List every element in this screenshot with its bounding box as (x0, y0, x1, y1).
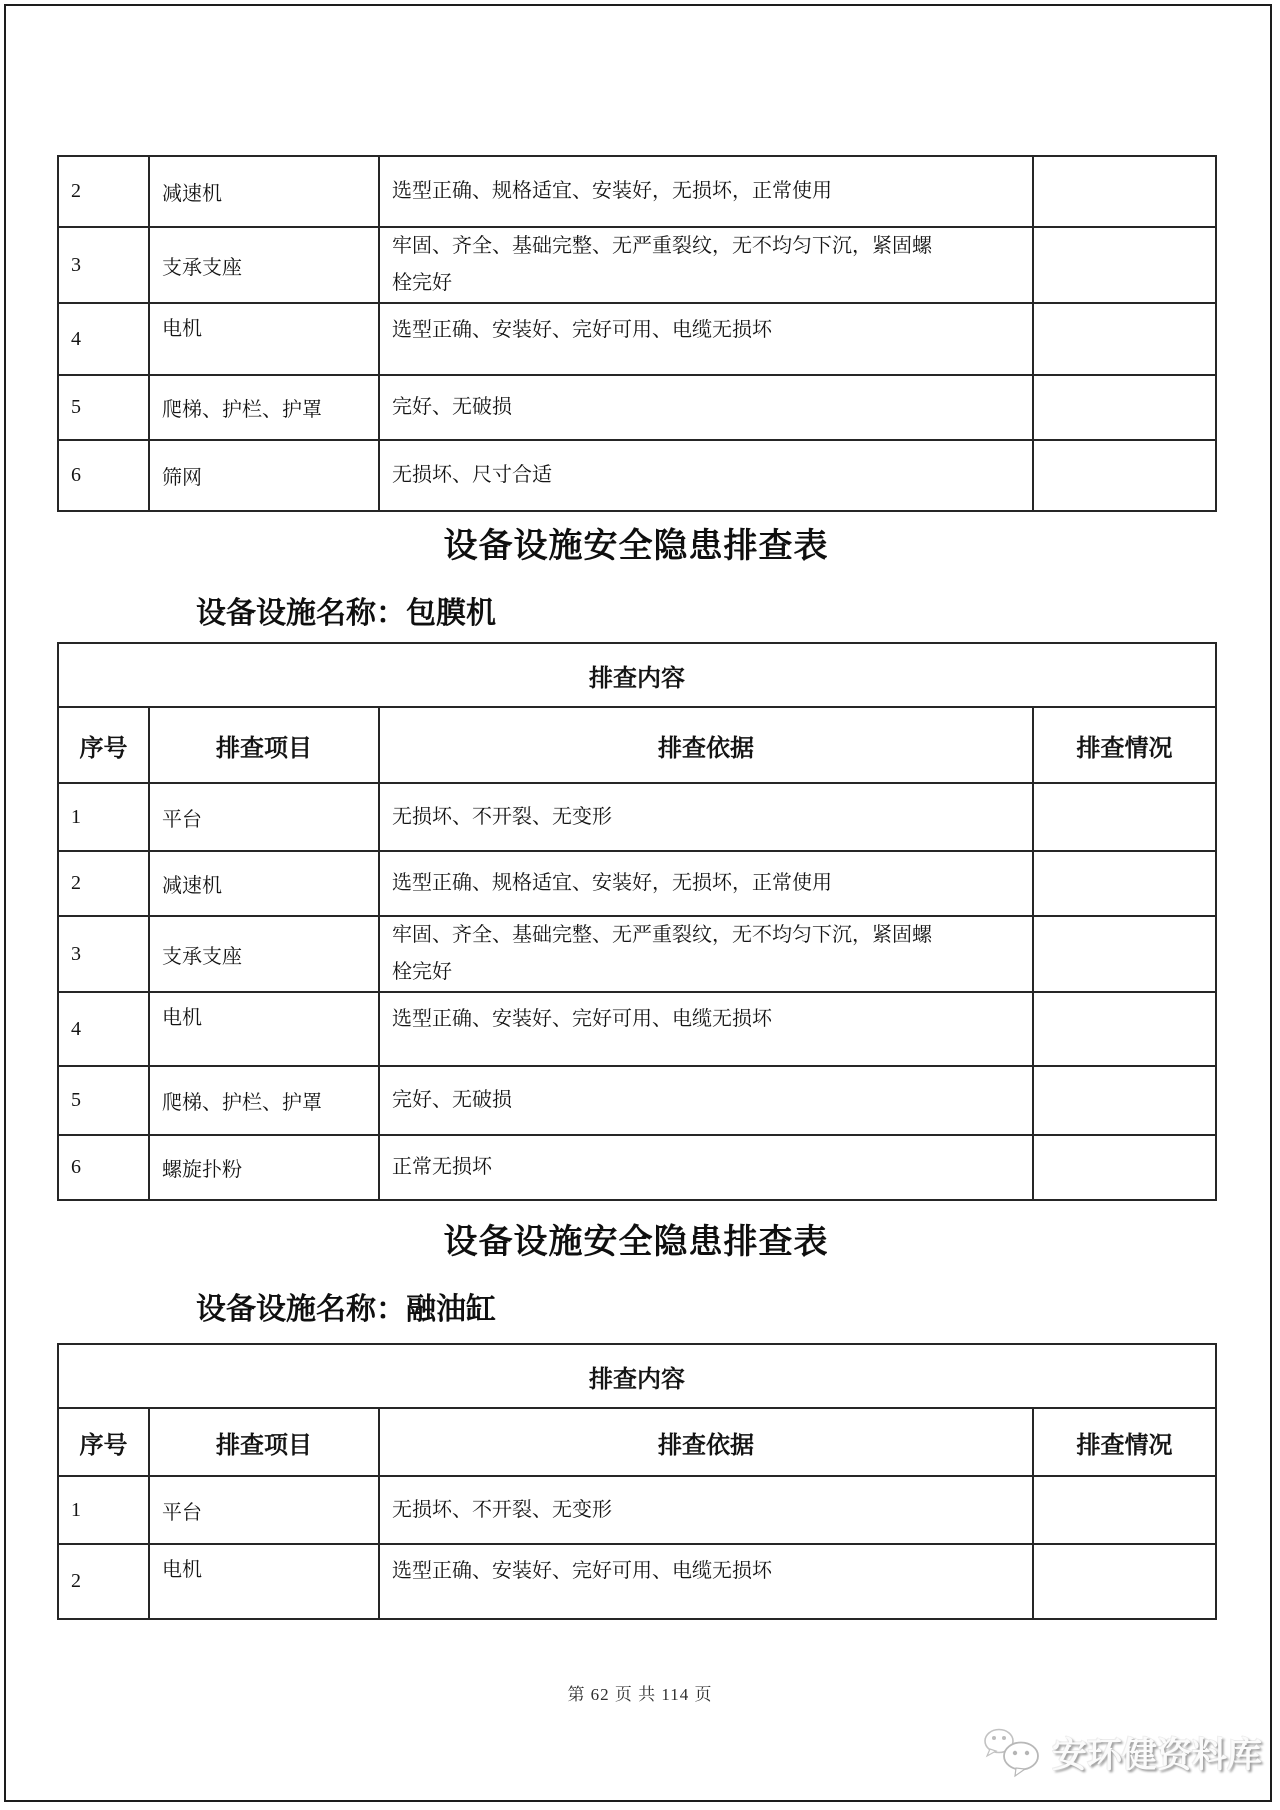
basis-text: 完好、无破损 (392, 396, 512, 418)
status-cell (1033, 992, 1216, 1066)
item-cell: 平台 (149, 783, 379, 851)
inspection-table-continuation (57, 155, 1217, 512)
serial-cell: 3 (58, 227, 149, 303)
item-cell: 电机 (149, 1544, 379, 1619)
column-header-item: 排查项目 (149, 1408, 379, 1476)
basis-text: 牢固、齐全、基础完整、无严重裂纹，无不均匀下沉，紧固螺栓完好 (392, 924, 932, 983)
table-row (58, 992, 1216, 1066)
column-header-basis: 排查依据 (379, 1408, 1033, 1476)
basis-cell (379, 1476, 1033, 1544)
basis-cell (379, 1544, 1033, 1619)
serial-cell: 6 (58, 1135, 149, 1200)
item-cell: 减速机 (149, 851, 379, 916)
table-row (58, 156, 1216, 227)
status-cell (1033, 375, 1216, 440)
item-cell: 筛网 (149, 440, 379, 511)
table-row (58, 1476, 1216, 1544)
basis-text: 无损坏、不开裂、无变形 (392, 1498, 612, 1521)
table-header-row (58, 1408, 1216, 1476)
status-cell (1033, 851, 1216, 916)
serial-cell: 2 (58, 156, 149, 227)
status-cell (1033, 1135, 1216, 1200)
table-title: 设备设施安全隐患排查表 (443, 528, 829, 565)
table-header-row (58, 707, 1216, 783)
table-title: 设备设施安全隐患排查表 (443, 1224, 829, 1261)
serial-cell: 5 (58, 1066, 149, 1135)
table-row (58, 1544, 1216, 1619)
item-cell: 支承支座 (149, 227, 379, 303)
basis-text: 选型正确、规格适宜、安装好，无损坏，正常使用 (392, 180, 832, 202)
inspection-table-rongyougang (57, 1343, 1217, 1620)
status-cell (1033, 783, 1216, 851)
basis-text: 选型正确、安装好、完好可用、电缆无损坏 (392, 319, 772, 341)
table-header-row (58, 643, 1216, 707)
table-row (58, 783, 1216, 851)
basis-cell (379, 1066, 1033, 1135)
table-row (58, 227, 1216, 303)
serial-cell: 3 (58, 916, 149, 992)
column-header-status: 排查情况 (1033, 707, 1216, 783)
table-header-row (58, 1344, 1216, 1408)
serial-cell: 1 (58, 1476, 149, 1544)
basis-cell (379, 156, 1033, 227)
status-cell (1033, 440, 1216, 511)
serial-cell: 4 (58, 992, 149, 1066)
status-cell (1033, 1066, 1216, 1135)
status-cell (1033, 156, 1216, 227)
item-cell: 支承支座 (149, 916, 379, 992)
basis-text: 无损坏、尺寸合适 (392, 464, 552, 486)
table-row (58, 851, 1216, 916)
basis-text: 选型正确、安装好、完好可用、电缆无损坏 (392, 1560, 772, 1582)
basis-cell (379, 851, 1033, 916)
serial-cell: 2 (58, 1544, 149, 1619)
content-header: 排查内容 (58, 643, 1216, 707)
status-cell (1033, 1476, 1216, 1544)
status-cell (1033, 1544, 1216, 1619)
table-row (58, 1066, 1216, 1135)
basis-cell (379, 303, 1033, 375)
column-header-serial: 序号 (58, 707, 149, 783)
basis-text: 牢固、齐全、基础完整、无严重裂纹，无不均匀下沉，紧固螺栓完好 (392, 235, 932, 294)
basis-text: 完好、无破损 (392, 1089, 512, 1111)
content-header: 排查内容 (58, 1344, 1216, 1408)
serial-cell: 5 (58, 375, 149, 440)
item-cell: 螺旋扑粉 (149, 1135, 379, 1200)
serial-cell: 6 (58, 440, 149, 511)
table-row (58, 375, 1216, 440)
table-row (58, 303, 1216, 375)
status-cell (1033, 916, 1216, 992)
basis-cell (379, 227, 1033, 303)
basis-cell (379, 375, 1033, 440)
item-cell: 电机 (149, 992, 379, 1066)
status-cell (1033, 303, 1216, 375)
column-header-serial: 序号 (58, 1408, 149, 1476)
column-header-status: 排查情况 (1033, 1408, 1216, 1476)
status-cell (1033, 227, 1216, 303)
basis-cell (379, 783, 1033, 851)
chat-bubbles-icon (982, 1726, 1046, 1780)
item-cell: 减速机 (149, 156, 379, 227)
watermark (982, 1726, 1262, 1780)
basis-cell (379, 916, 1033, 992)
basis-text: 选型正确、安装好、完好可用、电缆无损坏 (392, 1008, 772, 1030)
serial-cell: 2 (58, 851, 149, 916)
table-row (58, 1135, 1216, 1200)
table-row (58, 440, 1216, 511)
basis-cell (379, 440, 1033, 511)
item-cell: 爬梯、护栏、护罩 (149, 1066, 379, 1135)
column-header-basis: 排查依据 (379, 707, 1033, 783)
inspection-table-baomoji (57, 642, 1217, 1201)
basis-text: 正常无损坏 (392, 1156, 492, 1178)
device-name-label: 设备设施名称：融油缸 (196, 1293, 496, 1326)
device-name-label: 设备设施名称：包膜机 (196, 597, 496, 630)
serial-cell: 1 (58, 783, 149, 851)
watermark-text: 安环健资料库 (1052, 1736, 1263, 1775)
column-header-item: 排查项目 (149, 707, 379, 783)
item-cell: 平台 (149, 1476, 379, 1544)
table-row (58, 916, 1216, 992)
basis-text: 无损坏、不开裂、无变形 (392, 805, 612, 828)
basis-cell (379, 1135, 1033, 1200)
basis-cell (379, 992, 1033, 1066)
page-number: 第 62 页 共 114 页 (567, 1685, 713, 1704)
item-cell: 爬梯、护栏、护罩 (149, 375, 379, 440)
basis-text: 选型正确、规格适宜、安装好，无损坏，正常使用 (392, 872, 832, 894)
item-cell: 电机 (149, 303, 379, 375)
serial-cell: 4 (58, 303, 149, 375)
